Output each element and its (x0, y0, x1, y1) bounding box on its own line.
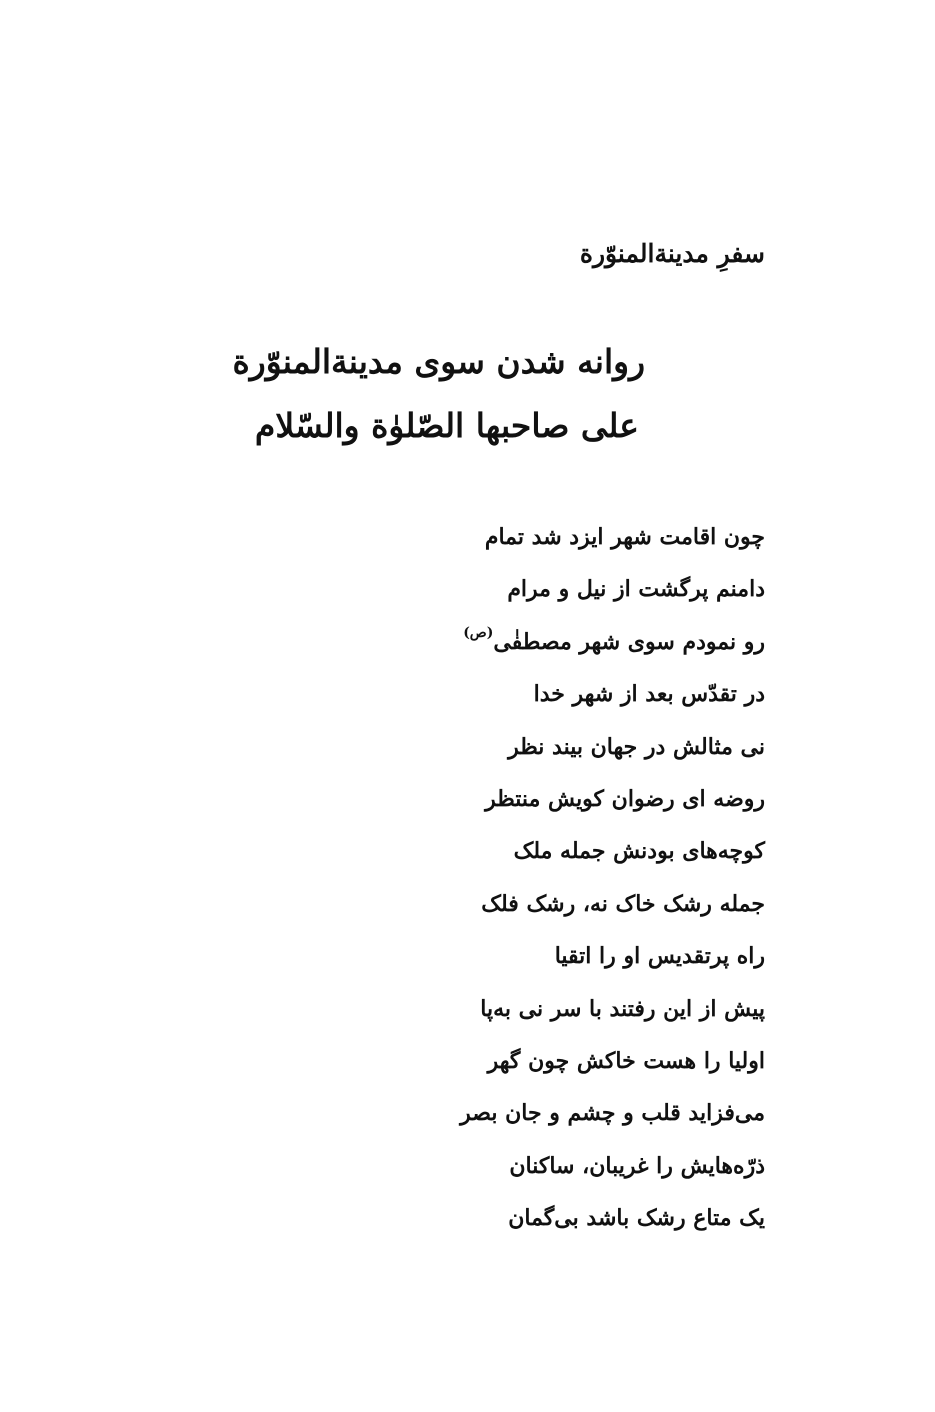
verse-line (205, 1198, 765, 1250)
verse-text: اولیا را هست خاکش چون گهر (487, 1047, 765, 1074)
chapter-title (85, 330, 645, 458)
verse-line (205, 517, 765, 569)
honorific-superscript: (ص) (463, 624, 494, 641)
chapter-title-line-1: روانه شدن سوی مدینةالمنوّرة (232, 342, 645, 381)
verse-line (205, 727, 765, 779)
verse-line (205, 622, 765, 674)
chapter-title-line-2: علی صاحبها الصّلوٰة والسّلام (254, 406, 639, 445)
verse-line (205, 1041, 765, 1093)
verse-text: پیش از این رفتند با سر نی به‌پا (480, 995, 765, 1022)
verse-text: دامنم پرگشت از نیل و مرام (507, 576, 765, 603)
verse-line (205, 936, 765, 988)
verse-text: چون اقامت شهر ایزد شد تمام (484, 524, 765, 550)
verse-line (205, 1093, 765, 1145)
verse-line (205, 569, 765, 621)
verse-line (205, 779, 765, 831)
verse-text: رو نمودم سوی شهر مصطفٰی (493, 628, 765, 655)
verse-line (205, 884, 765, 936)
running-head: سفرِ مدینةالمنوّرة (579, 239, 765, 268)
verse-line (205, 674, 765, 726)
verse-text: راه پرتقدیس او را اتقیا (554, 943, 765, 970)
verse-text: می‌فزاید قلب و چشم و جان بصر (460, 1100, 765, 1127)
verse-line (205, 831, 765, 883)
verse-text: کوچه‌های بودنش جمله ملک (513, 838, 765, 865)
verse-line (205, 1146, 765, 1198)
verse-text: یک متاع رشک باشد بی‌گمان (508, 1205, 765, 1232)
verse-text: در تقدّس بعد از شهر خدا (533, 681, 765, 708)
verse-text: روضه ای رضوان کویش منتظر (485, 785, 765, 812)
poem-verses (205, 517, 765, 1250)
verse-text: ذرّه‌هایش را غریبان، ساکنان (509, 1152, 765, 1179)
verse-text: نی مثالش در جهان بیند نظر (508, 733, 765, 760)
verse-text: جمله رشک خاک نه، رشک فلک (481, 890, 765, 917)
verse-line (205, 989, 765, 1041)
